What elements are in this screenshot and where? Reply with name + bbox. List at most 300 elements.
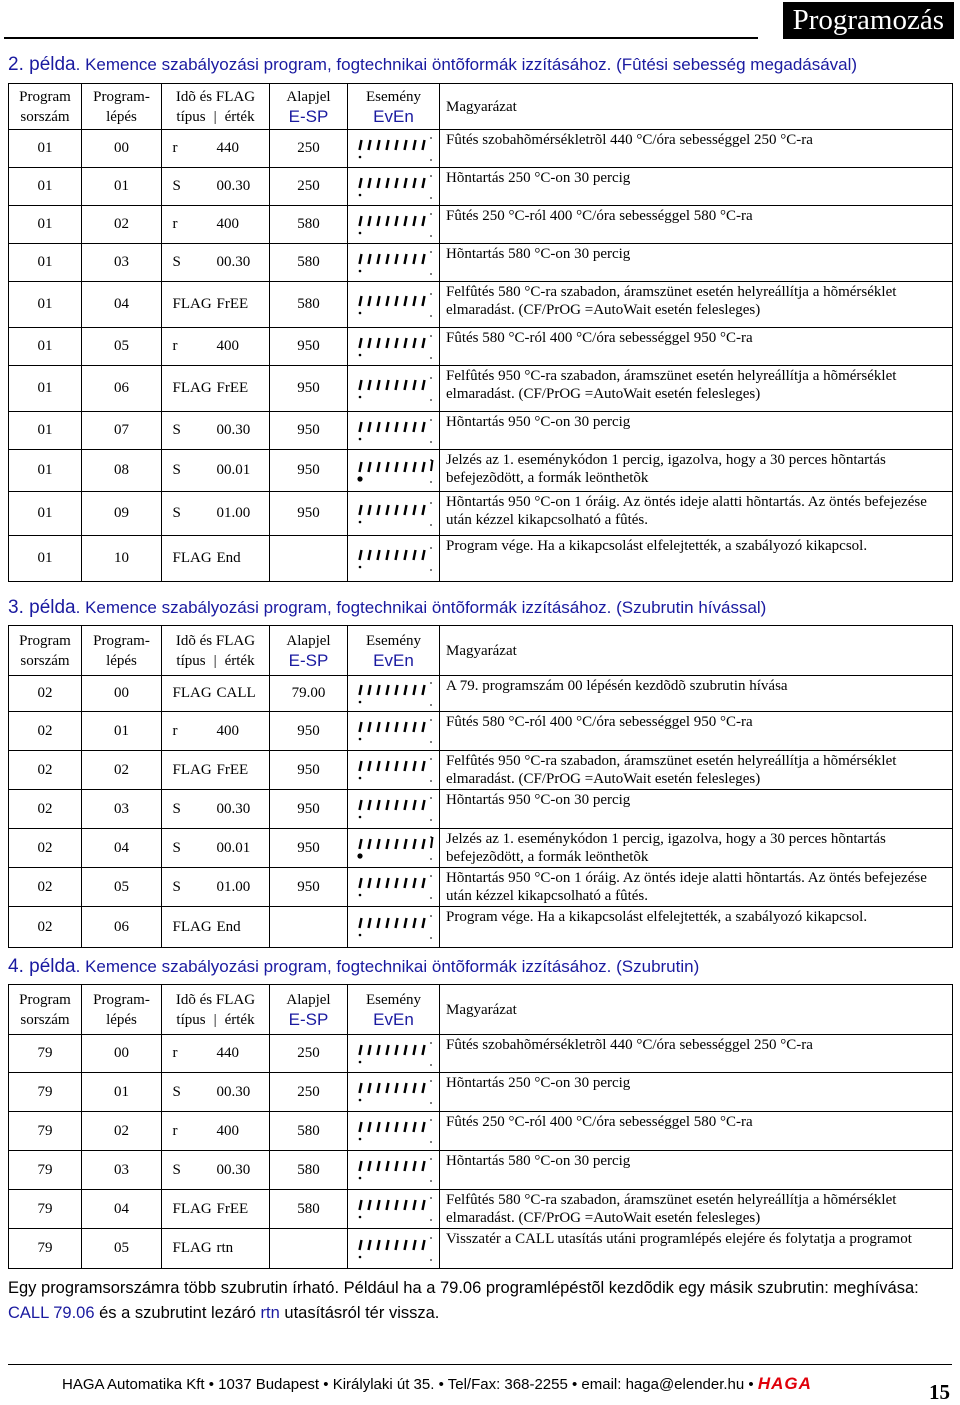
- segment-mark: [395, 380, 397, 390]
- segment-mark: [359, 296, 361, 306]
- segment-mark: [404, 761, 406, 771]
- segment-mark: [422, 761, 424, 771]
- cell-event-display: [348, 492, 440, 536]
- cell-type: S: [172, 1161, 181, 1178]
- event-display-icon: [354, 376, 434, 402]
- col-alapjel: Alapjel: [286, 991, 331, 1008]
- table-row: [9, 366, 953, 412]
- segment-mark: [413, 1240, 415, 1250]
- segment-mark: [359, 505, 361, 515]
- cell-value: 00.01: [216, 839, 251, 856]
- cell-explanation: Hõntartás 580 °C-on 30 percig: [440, 1151, 953, 1190]
- cell-type-value: [162, 1229, 270, 1269]
- event-dot: [358, 894, 361, 897]
- segment-mark: [413, 254, 415, 264]
- col-tipus-ertek: [162, 107, 269, 127]
- segment-mark: [422, 462, 424, 472]
- segment-mark: [377, 462, 379, 472]
- segment-mark: [413, 550, 415, 560]
- cell-type-value: [162, 1112, 270, 1151]
- event-dot: [357, 476, 362, 481]
- col-program: Program: [19, 632, 71, 649]
- cell-step: 00: [82, 676, 162, 712]
- segment-mark: [359, 140, 361, 150]
- segment-mark: [359, 178, 361, 188]
- cell-step: 03: [82, 244, 162, 282]
- cell-type-value: [162, 168, 270, 206]
- cell-type-value: [162, 282, 270, 328]
- segment-mark: [404, 550, 406, 560]
- cell-event-display: [348, 450, 440, 492]
- cell-type-value: [162, 130, 270, 168]
- footnote-call: CALL 79.06: [8, 1304, 95, 1322]
- col-esp: E-SP: [288, 106, 329, 126]
- cell-setpoint: 950: [270, 868, 348, 907]
- table-header-cell: [270, 985, 348, 1035]
- segment-mark: [413, 1083, 415, 1093]
- cell-type: S: [172, 462, 181, 478]
- cell-type: FLAG: [172, 761, 212, 778]
- segment-mark: [422, 422, 424, 432]
- event-dot: [358, 395, 361, 398]
- cell-program-number: 02: [9, 712, 82, 751]
- cell-step: 01: [82, 1073, 162, 1112]
- segment-mark: [368, 296, 370, 306]
- table-row: [9, 492, 953, 536]
- segment-mark: [386, 1200, 388, 1210]
- segment-mark: [359, 380, 361, 390]
- segment-mark: [395, 685, 397, 695]
- table-header-cell: [82, 84, 162, 130]
- segment-mark: [368, 878, 370, 888]
- section-title: [8, 597, 766, 619]
- segment-mark: [386, 685, 388, 695]
- segment-mark: [395, 1240, 397, 1250]
- table-row: [9, 1151, 953, 1190]
- segment-mark: [359, 839, 361, 849]
- cell-explanation: Felfûtés 950 °C-ra szabadon, áramszünet esetén helyreállítja a hõmérséklet elmaradást. (CF/PrOG =AutoWait esetén felesleges): [440, 366, 953, 412]
- section-number: 2. példa: [8, 54, 76, 75]
- table-header-row: [9, 84, 953, 130]
- cell-explanation: Hõntartás 950 °C-on 30 percig: [440, 790, 953, 829]
- cell-setpoint: 250: [270, 1035, 348, 1073]
- cell-type-value: [162, 676, 270, 712]
- segment-mark: [386, 380, 388, 390]
- cell-type: FLAG: [172, 918, 212, 935]
- segment-mark: [395, 722, 397, 732]
- cell-value: 00.30: [216, 800, 251, 817]
- event-display-icon: [354, 334, 434, 360]
- cell-setpoint: 950: [270, 492, 348, 536]
- segment-mark: [404, 839, 406, 849]
- cell-type: S: [172, 254, 181, 270]
- segment-mark: [404, 918, 406, 928]
- cell-event-display: [348, 1073, 440, 1112]
- segment-mark: [404, 140, 406, 150]
- cell-setpoint: [270, 907, 348, 948]
- segment-mark: [386, 140, 388, 150]
- segment-mark: [386, 1045, 388, 1055]
- segment-mark: [422, 296, 424, 306]
- event-dot: [358, 1255, 361, 1258]
- cell-step: 02: [82, 206, 162, 244]
- segment-mark: [377, 380, 379, 390]
- cell-step: 03: [82, 1151, 162, 1190]
- segment-mark: [368, 254, 370, 264]
- segment-mark: [377, 505, 379, 515]
- cell-setpoint: 250: [270, 168, 348, 206]
- segment-mark: [395, 140, 397, 150]
- table-header-cell: [162, 985, 270, 1035]
- table-row: [9, 751, 953, 790]
- cell-step: 08: [82, 450, 162, 492]
- col-lepes: lépés: [106, 108, 137, 125]
- cell-explanation: Fûtés 250 °C-ról 400 °C/óra sebességgel 580 °C-ra: [440, 1112, 953, 1151]
- table-row: [9, 868, 953, 907]
- cell-step: 00: [82, 130, 162, 168]
- cell-value: 400: [216, 1122, 239, 1139]
- cell-step: 10: [82, 536, 162, 582]
- segment-mark: [368, 1161, 370, 1171]
- cell-setpoint: 580: [270, 206, 348, 244]
- cell-type-value: [162, 492, 270, 536]
- col-magyarazat: Magyarázat: [440, 985, 953, 1035]
- cell-setpoint: 950: [270, 450, 348, 492]
- cell-step: 07: [82, 412, 162, 450]
- col-lepes: lépés: [106, 652, 137, 669]
- segment-mark: [377, 140, 379, 150]
- event-display-icon: [354, 292, 434, 318]
- cell-type-value: [162, 328, 270, 366]
- col-lepes: lépés: [106, 1011, 137, 1028]
- segment-mark: [368, 216, 370, 226]
- event-dot: [358, 934, 361, 937]
- segment-mark: [368, 140, 370, 150]
- cell-explanation: A 79. programszám 00 lépésén kezdõdõ szubrutin hívása: [440, 676, 953, 712]
- col-separator: |: [213, 108, 217, 125]
- event-display-icon: [354, 1118, 434, 1144]
- segment-mark: [422, 839, 424, 849]
- segment-mark: [386, 761, 388, 771]
- table-row: [9, 1035, 953, 1073]
- segment-mark: [377, 1122, 379, 1132]
- segment-mark: [368, 800, 370, 810]
- event-display-icon: [354, 174, 434, 200]
- segment-mark: [368, 761, 370, 771]
- segment-mark: [386, 462, 388, 472]
- cell-type-value: [162, 751, 270, 790]
- bullet-icon: •: [323, 1376, 333, 1393]
- segment-mark: [413, 1045, 415, 1055]
- col-program: Program: [19, 88, 71, 105]
- segment-mark: [395, 422, 397, 432]
- segment-mark: [377, 254, 379, 264]
- table-header-cell: [162, 84, 270, 130]
- segment-mark: [359, 878, 361, 888]
- col-ido-flag: Idõ és FLAG: [175, 632, 256, 649]
- cell-type-value: [162, 244, 270, 282]
- event-dot: [358, 1216, 361, 1219]
- segment-mark: [359, 216, 361, 226]
- segment-mark: [368, 505, 370, 515]
- event-display-icon: [354, 835, 434, 861]
- segment-mark: [359, 761, 361, 771]
- event-dot: [358, 738, 361, 741]
- col-alapjel: Alapjel: [286, 632, 331, 649]
- cell-type: r: [172, 216, 178, 232]
- cell-step: 06: [82, 366, 162, 412]
- cell-type-value: [162, 412, 270, 450]
- segment-mark: [359, 918, 361, 928]
- cell-value: 01.00: [216, 878, 251, 895]
- section-number: 4. példa: [8, 956, 76, 977]
- cell-value: 400: [216, 722, 239, 739]
- segment-mark: [377, 800, 379, 810]
- cell-setpoint: 79.00: [270, 676, 348, 712]
- cell-explanation: Jelzés az 1. eseménykódon 1 percig, igazolva, hogy a 30 perces hõntartás befejezõdött, a formák leönthetõk: [440, 829, 953, 868]
- cell-event-display: [348, 206, 440, 244]
- footer-address: 1037 Budapest: [218, 1376, 320, 1393]
- cell-explanation: Fûtés 580 °C-ról 400 °C/óra sebességgel 950 °C-ra: [440, 712, 953, 751]
- col-even: EvEn: [373, 106, 414, 126]
- col-esemeny: Esemény: [366, 632, 421, 649]
- col-programlepes: Program-: [93, 88, 150, 105]
- cell-event-display: [348, 366, 440, 412]
- event-display-icon: [354, 1157, 434, 1183]
- table-row: [9, 712, 953, 751]
- cell-event-display: [348, 1112, 440, 1151]
- bullet-icon: •: [571, 1376, 582, 1393]
- segment-mark: [377, 216, 379, 226]
- segment-mark: [395, 254, 397, 264]
- event-dot: [358, 565, 361, 568]
- segment-mark: [422, 800, 424, 810]
- event-dot: [358, 353, 361, 356]
- cell-program-number: 01: [9, 282, 82, 328]
- col-even: EvEn: [373, 1009, 414, 1029]
- segment-mark: [377, 878, 379, 888]
- table-header-cell: [9, 985, 82, 1035]
- section-number: 3. példa: [8, 597, 76, 618]
- cell-step: 00: [82, 1035, 162, 1073]
- event-display-icon: [354, 212, 434, 238]
- cell-program-number: 79: [9, 1229, 82, 1269]
- cell-type: S: [172, 878, 181, 895]
- cell-event-display: [348, 1190, 440, 1229]
- table-header-cell: [162, 626, 270, 676]
- segment-mark: [368, 685, 370, 695]
- segment-mark: [368, 1083, 370, 1093]
- cell-event-display: [348, 412, 440, 450]
- segment-mark: [404, 505, 406, 515]
- event-dot: [358, 311, 361, 314]
- cell-type: r: [172, 1122, 178, 1139]
- segment-mark: [386, 878, 388, 888]
- cell-type-value: [162, 366, 270, 412]
- cell-type-value: [162, 536, 270, 582]
- segment-mark: [395, 296, 397, 306]
- segment-mark: [377, 296, 379, 306]
- segment-mark: [395, 338, 397, 348]
- event-display-icon: [354, 546, 434, 572]
- segment-mark: [359, 1200, 361, 1210]
- segment-mark: [359, 550, 361, 560]
- segment-mark: [422, 878, 424, 888]
- segment-mark: [359, 1240, 361, 1250]
- segment-mark: [359, 254, 361, 264]
- cell-explanation: Hõntartás 250 °C-on 30 percig: [440, 168, 953, 206]
- cell-explanation: Fûtés 250 °C-ról 400 °C/óra sebességgel 580 °C-ra: [440, 206, 953, 244]
- segment-mark: [377, 1161, 379, 1171]
- col-program: Program: [19, 991, 71, 1008]
- segment-mark: [359, 722, 361, 732]
- col-separator: |: [213, 1011, 217, 1028]
- cell-value: 00.30: [216, 1083, 251, 1100]
- segment-mark: [413, 422, 415, 432]
- segment-mark: [359, 1083, 361, 1093]
- footnote-text-3: utasításról tér vissza.: [279, 1304, 440, 1322]
- col-ido-flag: Idõ és FLAG: [175, 88, 256, 105]
- cell-value: End: [216, 918, 241, 935]
- segment-mark: [404, 1083, 406, 1093]
- segment-mark: [395, 550, 397, 560]
- cell-program-number: 01: [9, 244, 82, 282]
- cell-program-number: 01: [9, 536, 82, 582]
- header-title: Programozás: [783, 2, 954, 39]
- segment-mark: [395, 918, 397, 928]
- cell-step: 04: [82, 1190, 162, 1229]
- segment-mark: [413, 918, 415, 928]
- cell-type-value: [162, 206, 270, 244]
- event-display-icon: [354, 1236, 434, 1262]
- segment-mark: [368, 839, 370, 849]
- cell-explanation: Hõntartás 580 °C-on 30 percig: [440, 244, 953, 282]
- segment-mark: [395, 1045, 397, 1055]
- segment-mark: [413, 878, 415, 888]
- cell-value: FrEE: [216, 296, 249, 312]
- col-tipus: típus: [176, 652, 206, 669]
- cell-value: FrEE: [216, 380, 249, 396]
- table-row: [9, 1073, 953, 1112]
- cell-type: S: [172, 1083, 181, 1100]
- col-ertek: érték: [224, 108, 255, 125]
- cell-event-display: [348, 751, 440, 790]
- cell-value: 00.30: [216, 178, 251, 194]
- table-row: [9, 130, 953, 168]
- cell-setpoint: 250: [270, 1073, 348, 1112]
- segment-mark: [404, 1122, 406, 1132]
- segment-mark: [395, 1200, 397, 1210]
- footer-street: Királylaki út 35.: [332, 1376, 435, 1393]
- cell-step: 01: [82, 712, 162, 751]
- event-display-icon: [354, 757, 434, 783]
- cell-type-value: [162, 829, 270, 868]
- cell-explanation: Hõntartás 950 °C-on 1 óráig. Az öntés ideje alatti hõntartás. Az öntés befejezése után kézzel kikapcsolható a fûtés.: [440, 492, 953, 536]
- cell-event-display: [348, 1035, 440, 1073]
- cell-explanation: Hõntartás 250 °C-on 30 percig: [440, 1073, 953, 1112]
- program-table: [8, 984, 953, 1269]
- cell-program-number: 79: [9, 1112, 82, 1151]
- event-dot: [358, 1177, 361, 1180]
- cell-explanation: Fûtés 580 °C-ról 400 °C/óra sebességgel 950 °C-ra: [440, 328, 953, 366]
- col-esp: E-SP: [288, 650, 329, 670]
- cell-value: FrEE: [216, 1200, 249, 1217]
- segment-mark: [413, 1200, 415, 1210]
- segment-mark: [404, 178, 406, 188]
- segment-mark: [386, 1122, 388, 1132]
- segment-mark: [413, 140, 415, 150]
- footer-email: email: haga@elender.hu: [581, 1376, 745, 1393]
- segment-mark: [422, 722, 424, 732]
- segment-mark: [413, 462, 415, 472]
- event-dot: [357, 853, 362, 858]
- segment-mark: [368, 380, 370, 390]
- segment-mark: [413, 505, 415, 515]
- segment-mark: [404, 800, 406, 810]
- event-display-icon: [354, 796, 434, 822]
- cell-program-number: 79: [9, 1073, 82, 1112]
- cell-setpoint: 580: [270, 1112, 348, 1151]
- event-display-icon: [354, 458, 434, 484]
- cell-program-number: 01: [9, 130, 82, 168]
- section-title: [8, 54, 857, 76]
- col-esemeny: Esemény: [366, 991, 421, 1008]
- segment-mark: [359, 462, 361, 472]
- segment-mark: [404, 380, 406, 390]
- segment-mark: [404, 1161, 406, 1171]
- cell-explanation: Visszatér a CALL utasítás utáni programlépés elejére és folytatja a programot: [440, 1229, 953, 1269]
- table-row: [9, 282, 953, 328]
- table-header-cell: [82, 626, 162, 676]
- event-display-icon: [354, 681, 434, 707]
- segment-mark: [413, 761, 415, 771]
- segment-mark: [386, 722, 388, 732]
- table-header-cell: [270, 626, 348, 676]
- segment-mark: [377, 1045, 379, 1055]
- segment-mark: [377, 1083, 379, 1093]
- cell-value: 400: [216, 216, 239, 232]
- segment-mark: [368, 722, 370, 732]
- segment-mark: [368, 422, 370, 432]
- segment-mark: [404, 685, 406, 695]
- segment-mark: [422, 550, 424, 560]
- event-display-icon: [354, 136, 434, 162]
- cell-type: S: [172, 505, 181, 521]
- event-dot: [358, 1060, 361, 1063]
- event-dot: [358, 155, 361, 158]
- segment-mark: [386, 505, 388, 515]
- cell-type-value: [162, 450, 270, 492]
- table-header-cell: [348, 626, 440, 676]
- table-row: [9, 829, 953, 868]
- cell-type: S: [172, 800, 181, 817]
- program-table: [8, 625, 953, 948]
- table-row: [9, 244, 953, 282]
- segment-mark: [404, 722, 406, 732]
- cell-setpoint: 950: [270, 790, 348, 829]
- event-dot: [358, 1099, 361, 1102]
- event-on-mark: [431, 460, 433, 471]
- segment-mark: [368, 1045, 370, 1055]
- col-ertek: érték: [224, 1011, 255, 1028]
- cell-value: 440: [216, 140, 239, 156]
- segment-mark: [404, 1200, 406, 1210]
- segment-mark: [404, 1045, 406, 1055]
- event-dot: [358, 269, 361, 272]
- col-programlepes: Program-: [93, 991, 150, 1008]
- segment-mark: [404, 878, 406, 888]
- segment-mark: [413, 296, 415, 306]
